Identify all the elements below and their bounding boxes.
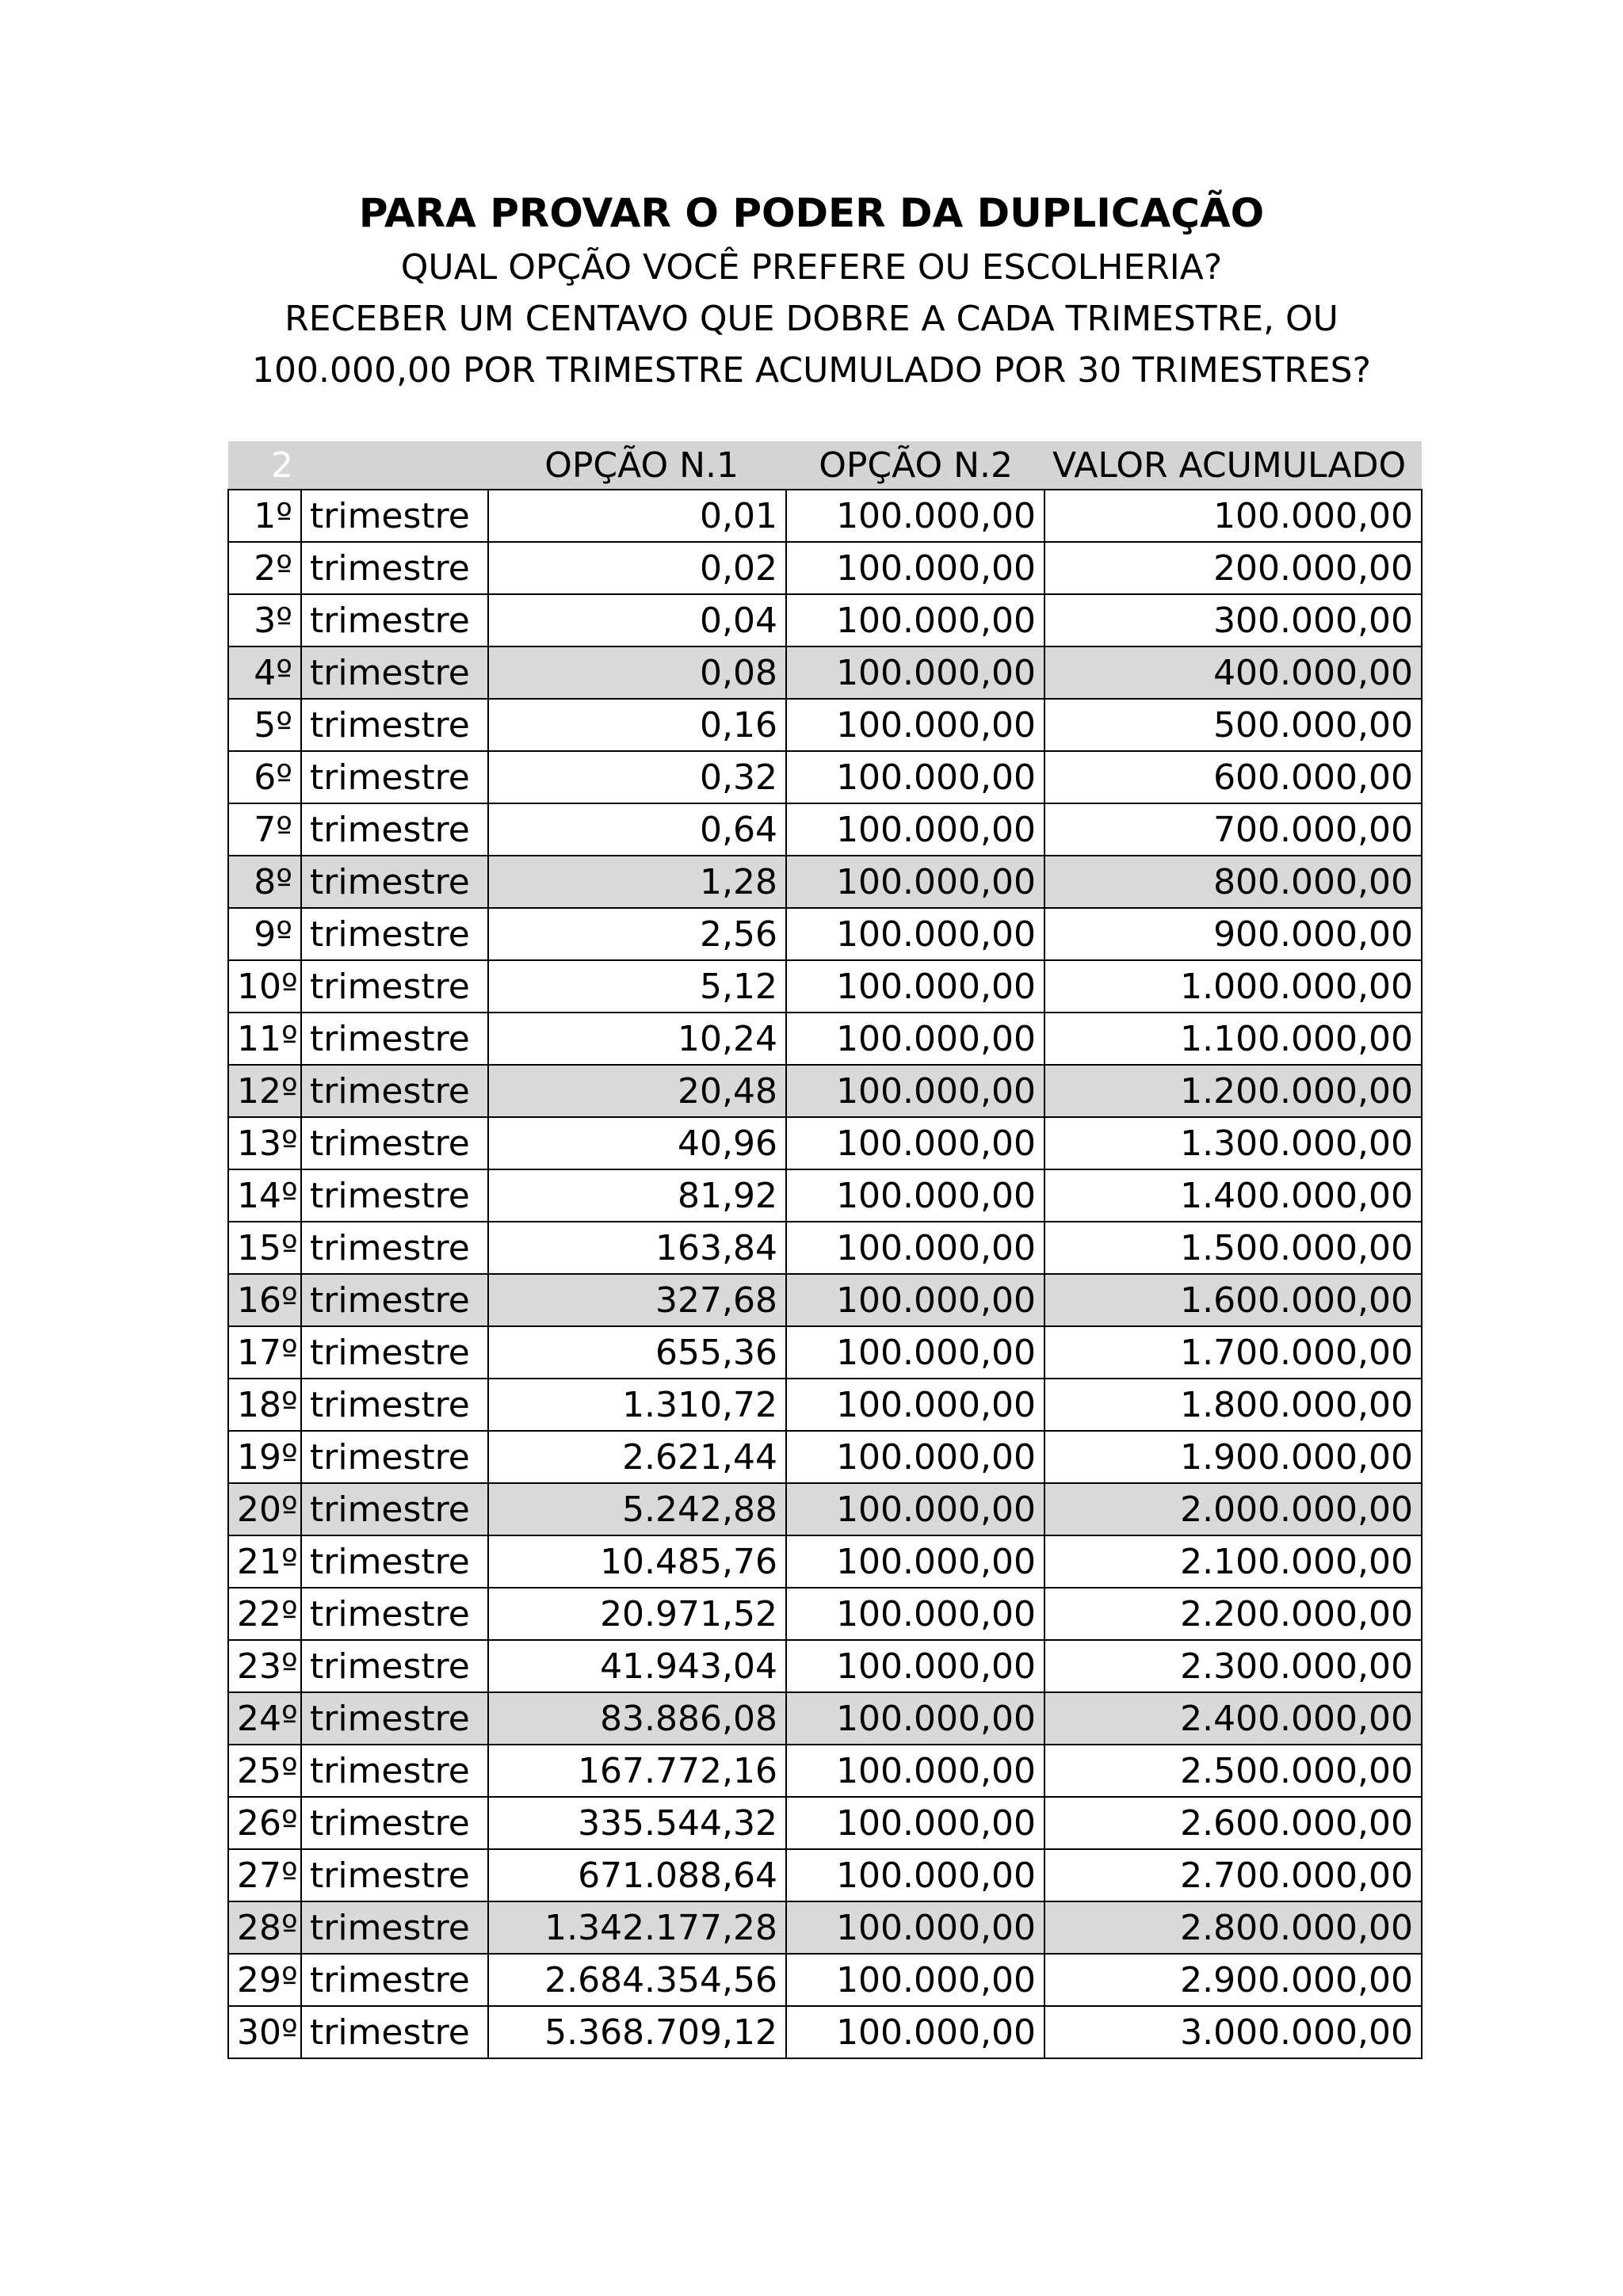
period-label-cell: trimestre [301,1065,488,1117]
period-label-cell: trimestre [301,542,488,594]
table-row [228,960,1422,1013]
option-1-value-cell: 0,01 [488,490,786,542]
table-row [228,646,1422,699]
header-corner: 2 [228,441,301,490]
accumulated-value-cell: 1.100.000,00 [1044,1013,1422,1065]
accumulated-value-cell: 900.000,00 [1044,908,1422,960]
option-1-value-cell: 83.886,08 [488,1692,786,1745]
ordinal-cell: 4º [228,646,301,699]
table-row [228,1640,1422,1692]
table-row [228,490,1422,542]
accumulated-value-cell: 2.900.000,00 [1044,1954,1422,2006]
option-2-value-cell: 100.000,00 [786,1379,1044,1431]
accumulated-value-cell: 2.000.000,00 [1044,1483,1422,1535]
table-row [228,1797,1422,1849]
period-label-cell: trimestre [301,1901,488,1954]
table-row [228,1901,1422,1954]
accumulated-value-cell: 800.000,00 [1044,856,1422,908]
accumulated-value-cell: 2.700.000,00 [1044,1849,1422,1901]
option-2-value-cell: 100.000,00 [786,1483,1044,1535]
ordinal-cell: 3º [228,594,301,646]
subtitle-line-3: 100.000,00 POR TRIMESTRE ACUMULADO POR 30 TRIMESTRES? [252,350,1371,391]
option-2-value-cell: 100.000,00 [786,1797,1044,1849]
option-1-value-cell: 20.971,52 [488,1588,786,1640]
table-row [228,1745,1422,1797]
option-1-value-cell: 2.684.354,56 [488,1954,786,2006]
table-row [228,1588,1422,1640]
option-2-value-cell: 100.000,00 [786,1954,1044,2006]
ordinal-cell: 6º [228,751,301,803]
option-1-value-cell: 10,24 [488,1013,786,1065]
option-2-value-cell: 100.000,00 [786,490,1044,542]
period-label-cell: trimestre [301,1379,488,1431]
period-label-cell: trimestre [301,1797,488,1849]
ordinal-cell: 25º [228,1745,301,1797]
option-1-value-cell: 10.485,76 [488,1535,786,1588]
option-2-value-cell: 100.000,00 [786,1640,1044,1692]
accumulated-value-cell: 1.700.000,00 [1044,1326,1422,1379]
table-header [228,441,1422,490]
page-title: PARA PROVAR O PODER DA DUPLICAÇÃO [358,190,1265,236]
option-2-value-cell: 100.000,00 [786,908,1044,960]
option-2-value-cell: 100.000,00 [786,1849,1044,1901]
option-1-value-cell: 0,02 [488,542,786,594]
option-2-value-cell: 100.000,00 [786,1326,1044,1379]
period-label-cell: trimestre [301,1745,488,1797]
period-label-cell: trimestre [301,699,488,751]
ordinal-cell: 21º [228,1535,301,1588]
option-2-value-cell: 100.000,00 [786,542,1044,594]
option-1-value-cell: 327,68 [488,1274,786,1326]
subtitle-line-2: RECEBER UM CENTAVO QUE DOBRE A CADA TRIMESTRE, OU [285,299,1338,339]
option-1-value-cell: 167.772,16 [488,1745,786,1797]
period-label-cell: trimestre [301,1535,488,1588]
ordinal-cell: 17º [228,1326,301,1379]
option-2-value-cell: 100.000,00 [786,803,1044,856]
period-label-cell: trimestre [301,490,488,542]
option-1-value-cell: 2.621,44 [488,1431,786,1483]
period-label-cell: trimestre [301,1954,488,2006]
ordinal-cell: 8º [228,856,301,908]
accumulated-value-cell: 2.300.000,00 [1044,1640,1422,1692]
option-2-value-cell: 100.000,00 [786,646,1044,699]
table-row [228,1535,1422,1588]
option-1-value-cell: 2,56 [488,908,786,960]
ordinal-cell: 12º [228,1065,301,1117]
accumulated-value-cell: 1.800.000,00 [1044,1379,1422,1431]
accumulated-value-cell: 1.000.000,00 [1044,960,1422,1013]
ordinal-cell: 26º [228,1797,301,1849]
period-label-cell: trimestre [301,1483,488,1535]
option-2-value-cell: 100.000,00 [786,1431,1044,1483]
table-row [228,1222,1422,1274]
option-1-value-cell: 0,04 [488,594,786,646]
accumulated-value-cell: 700.000,00 [1044,803,1422,856]
accumulated-value-cell: 2.800.000,00 [1044,1901,1422,1954]
option-1-value-cell: 40,96 [488,1117,786,1169]
table-body [228,490,1422,2058]
accumulated-value-cell: 200.000,00 [1044,542,1422,594]
period-label-cell: trimestre [301,1222,488,1274]
option-2-value-cell: 100.000,00 [786,1065,1044,1117]
option-2-value-cell: 100.000,00 [786,1588,1044,1640]
option-1-value-cell: 81,92 [488,1169,786,1222]
option-1-value-cell: 655,36 [488,1326,786,1379]
period-label-cell: trimestre [301,856,488,908]
ordinal-cell: 13º [228,1117,301,1169]
option-1-value-cell: 0,64 [488,803,786,856]
option-2-value-cell: 100.000,00 [786,751,1044,803]
table-row [228,1692,1422,1745]
table-header-row [228,441,1422,490]
option-2-value-cell: 100.000,00 [786,1535,1044,1588]
accumulated-value-cell: 100.000,00 [1044,490,1422,542]
option-1-value-cell: 1.342.177,28 [488,1901,786,1954]
accumulated-value-cell: 300.000,00 [1044,594,1422,646]
option-1-value-cell: 5.242,88 [488,1483,786,1535]
ordinal-cell: 10º [228,960,301,1013]
accumulated-value-cell: 400.000,00 [1044,646,1422,699]
table-row [228,1117,1422,1169]
period-label-cell: trimestre [301,803,488,856]
period-label-cell: trimestre [301,594,488,646]
option-2-value-cell: 100.000,00 [786,856,1044,908]
option-2-value-cell: 100.000,00 [786,1745,1044,1797]
option-1-value-cell: 671.088,64 [488,1849,786,1901]
option-1-value-cell: 0,16 [488,699,786,751]
table-row [228,2006,1422,2058]
accumulated-value-cell: 1.900.000,00 [1044,1431,1422,1483]
option-1-value-cell: 0,08 [488,646,786,699]
accumulated-value-cell: 2.500.000,00 [1044,1745,1422,1797]
period-label-cell: trimestre [301,2006,488,2058]
period-label-cell: trimestre [301,646,488,699]
subtitle-line-1: QUAL OPÇÃO VOCÊ PREFERE OU ESCOLHERIA? [400,247,1223,288]
accumulated-value-cell: 500.000,00 [1044,699,1422,751]
ordinal-cell: 15º [228,1222,301,1274]
option-2-value-cell: 100.000,00 [786,1013,1044,1065]
table-row [228,1849,1422,1901]
accumulated-value-cell: 1.600.000,00 [1044,1274,1422,1326]
table-row [228,908,1422,960]
ordinal-cell: 2º [228,542,301,594]
period-label-cell: trimestre [301,1117,488,1169]
table-row [228,1954,1422,2006]
period-label-cell: trimestre [301,1326,488,1379]
table-row [228,594,1422,646]
option-2-value-cell: 100.000,00 [786,1222,1044,1274]
table-row [228,699,1422,751]
table-row [228,1379,1422,1431]
option-1-value-cell: 20,48 [488,1065,786,1117]
ordinal-cell: 24º [228,1692,301,1745]
accumulated-value-cell: 1.400.000,00 [1044,1169,1422,1222]
duplication-table [227,441,1423,2059]
option-1-value-cell: 5.368.709,12 [488,2006,786,2058]
table-row [228,542,1422,594]
table-row [228,751,1422,803]
option-2-value-cell: 100.000,00 [786,1274,1044,1326]
period-label-cell: trimestre [301,1692,488,1745]
accumulated-value-cell: 2.600.000,00 [1044,1797,1422,1849]
option-1-value-cell: 0,32 [488,751,786,803]
period-label-cell: trimestre [301,751,488,803]
ordinal-cell: 7º [228,803,301,856]
header-accumulated-value: VALOR ACUMULADO [1044,441,1422,490]
option-2-value-cell: 100.000,00 [786,1117,1044,1169]
ordinal-cell: 16º [228,1274,301,1326]
period-label-cell: trimestre [301,1849,488,1901]
option-2-value-cell: 100.000,00 [786,699,1044,751]
option-2-value-cell: 100.000,00 [786,2006,1044,2058]
table-row [228,1013,1422,1065]
ordinal-cell: 29º [228,1954,301,2006]
ordinal-cell: 18º [228,1379,301,1431]
accumulated-value-cell: 3.000.000,00 [1044,2006,1422,2058]
period-label-cell: trimestre [301,960,488,1013]
table-row [228,1431,1422,1483]
option-2-value-cell: 100.000,00 [786,1169,1044,1222]
table-row [228,1274,1422,1326]
period-label-cell: trimestre [301,1431,488,1483]
ordinal-cell: 19º [228,1431,301,1483]
accumulated-value-cell: 2.400.000,00 [1044,1692,1422,1745]
option-2-value-cell: 100.000,00 [786,1901,1044,1954]
accumulated-value-cell: 1.200.000,00 [1044,1065,1422,1117]
ordinal-cell: 23º [228,1640,301,1692]
option-1-value-cell: 1,28 [488,856,786,908]
period-label-cell: trimestre [301,908,488,960]
option-1-value-cell: 41.943,04 [488,1640,786,1692]
ordinal-cell: 11º [228,1013,301,1065]
ordinal-cell: 30º [228,2006,301,2058]
accumulated-value-cell: 2.100.000,00 [1044,1535,1422,1588]
table-row [228,1483,1422,1535]
option-1-value-cell: 163,84 [488,1222,786,1274]
period-label-cell: trimestre [301,1588,488,1640]
ordinal-cell: 27º [228,1849,301,1901]
option-2-value-cell: 100.000,00 [786,1692,1044,1745]
table-row [228,1326,1422,1379]
header-option-1: OPÇÃO N.1 [488,441,786,490]
ordinal-cell: 14º [228,1169,301,1222]
header-option-2: OPÇÃO N.2 [786,441,1044,490]
ordinal-cell: 28º [228,1901,301,1954]
ordinal-cell: 5º [228,699,301,751]
table-row [228,1169,1422,1222]
option-2-value-cell: 100.000,00 [786,594,1044,646]
ordinal-cell: 22º [228,1588,301,1640]
table-row [228,803,1422,856]
table-row [228,856,1422,908]
period-label-cell: trimestre [301,1274,488,1326]
header-blank [301,441,488,490]
period-label-cell: trimestre [301,1169,488,1222]
accumulated-value-cell: 2.200.000,00 [1044,1588,1422,1640]
period-label-cell: trimestre [301,1640,488,1692]
option-2-value-cell: 100.000,00 [786,960,1044,1013]
option-1-value-cell: 335.544,32 [488,1797,786,1849]
option-1-value-cell: 1.310,72 [488,1379,786,1431]
period-label-cell: trimestre [301,1013,488,1065]
option-1-value-cell: 5,12 [488,960,786,1013]
accumulated-value-cell: 1.500.000,00 [1044,1222,1422,1274]
ordinal-cell: 9º [228,908,301,960]
accumulated-value-cell: 1.300.000,00 [1044,1117,1422,1169]
ordinal-cell: 20º [228,1483,301,1535]
accumulated-value-cell: 600.000,00 [1044,751,1422,803]
ordinal-cell: 1º [228,490,301,542]
table-row [228,1065,1422,1117]
